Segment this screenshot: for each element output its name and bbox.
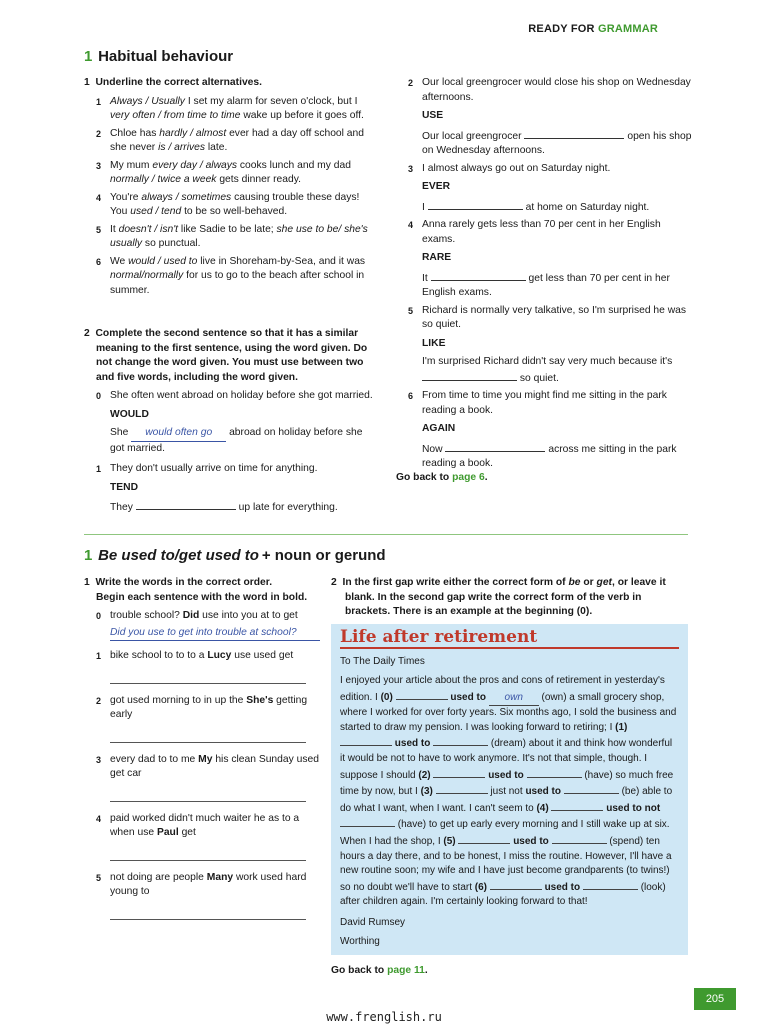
gap-1[interactable]: [551, 800, 603, 811]
list-item: 4 paid worked didn't much waiter he as to a when use Paul get: [96, 812, 320, 861]
answer-line[interactable]: [110, 918, 306, 920]
gap-1[interactable]: [340, 735, 392, 746]
gap-1[interactable]: [490, 879, 542, 890]
list-item: 2 Our local greengrocer would close his shop on Wednesday afternoons. USE Our local greengrocer open his shop on Wednesday afternoons.: [408, 77, 692, 156]
list-item: 0 She often went abroad on holiday before she got married. WOULD She would often go abroad on holiday before she got married.: [96, 390, 373, 454]
list-item: 6 We would / used to live in Shoreham-by-Sea, and it was normal/normally for us to go to the beach after school in summer.: [96, 255, 366, 296]
list-item: 1 Always / Usually I set my alarm for seven o'clock, but I very often / from time to time wake up before it goes off.: [96, 95, 364, 121]
signature-town: Worthing: [340, 935, 380, 947]
gap-1[interactable]: [436, 783, 488, 794]
exercise-instruction-gap-fill: 2 In the first gap write either the correct form of be or get, or leave it blank. In the second gap write the correct form of the verb in brackets. There is an example at the beginning (0).: [331, 577, 666, 617]
gap-2[interactable]: [564, 783, 619, 794]
answer-line[interactable]: [110, 682, 306, 684]
answer-line[interactable]: [110, 859, 306, 861]
footer-url: www.frenglish.ru: [326, 1010, 442, 1024]
gap-1[interactable]: [433, 767, 485, 778]
list-item: 4 You're always / sometimes causing trouble these days! You used / tend to be so well-behaved.: [96, 191, 360, 217]
list-item: 5 Richard is normally very talkative, so I'm surprised he was so quiet. LIKE I'm surprised Richard didn't say very much because it's so quiet.: [408, 304, 693, 387]
list-item: 3 every dad to to me My his clean Sunday used get car: [96, 753, 320, 802]
answer-line[interactable]: [110, 741, 306, 743]
alternative-choice[interactable]: she use to be/ she's usually: [110, 223, 368, 249]
alternative-choice[interactable]: doesn't / isn't: [118, 223, 179, 235]
go-back-link-1: Go back to page 6.: [396, 472, 488, 483]
list-item: 5 It doesn't / isn't like Sadie to be late; she use to be/ she's usually so punctual.: [96, 223, 368, 249]
gap-2[interactable]: [583, 879, 638, 890]
list-item: 5 not doing are people Many work used hard young to: [96, 871, 320, 920]
exercise-2-transform: [84, 327, 374, 519]
answer-example: Did you use to get into trouble at school?: [110, 626, 320, 642]
answer-gap[interactable]: [422, 370, 517, 381]
alternative-choice[interactable]: normally / twice a week: [110, 174, 217, 185]
answer-line[interactable]: [110, 800, 306, 802]
section-title-habitual: 1 Habitual behaviour: [84, 48, 234, 65]
list-item: 2 got used morning to in up the She's getting early: [96, 694, 320, 743]
list-item: 3 My mum every day / always cooks lunch and my dad normally / twice a week gets dinner ready.: [96, 159, 351, 185]
answer-gap[interactable]: [445, 441, 545, 452]
gap-2[interactable]: [340, 816, 395, 827]
gap-2-example: own: [489, 691, 539, 707]
key-word: RARE: [422, 252, 452, 263]
exercise-2-continued: [408, 76, 693, 475]
signature-name: David Rumsey: [340, 917, 406, 928]
answer-gap[interactable]: [136, 499, 236, 510]
section-title-used-to: 1 Be used to/get used to + noun or gerund: [84, 547, 386, 564]
letter-body: To The Daily Times I enjoyed your article about the pros and cons of retirement in yesterday's edition. I (0) used to own (own) a small grocery shop, where I worked for over forty years. Six months ago, I sold the business and started to draw my pension. I was looking forward to retiring; I (1) used to (dream) about it and think how wonderful it would be not to have to work anymore. It's not that simple, though. I suppose I should (2) used to (have) so much free time by now, but I (3) just not used to (be) able to do what I want, when I want. I can't seem to (4) used to not (have) to get up early every morning and I still wake up at six. When I had the shop, I (5) used to (spend) ten hours a day there, and to be honest, I miss the routine. However, I'll have a new routine soon; my wife and I have just become grandparents (to twins!) so no doubt we'll have to start (6) used to (look) after children again. I'm certainly looking forward to that! David Rumsey Worthing: [340, 655, 679, 950]
alternative-choice[interactable]: normal/normally: [110, 270, 184, 281]
list-item: 0 trouble school? Did use into you at to get Did you use to get into trouble at school?: [96, 609, 320, 641]
list-item: 3 I almost always go out on Saturday night. EVER I at home on Saturday night.: [408, 162, 693, 216]
key-word: EVER: [422, 181, 451, 192]
gap-1[interactable]: [458, 833, 510, 844]
exercise-instruction: 2 Complete the second sentence so that it has a similar meaning to the first sentence, using the word given. Do not change the word given. You must use between two and five words, including the word given.: [84, 328, 368, 383]
answer-gap[interactable]: [428, 199, 523, 210]
page-number: 205: [694, 988, 736, 1010]
alternative-choice[interactable]: is / arrives: [158, 142, 206, 153]
exercise-word-order: [84, 576, 320, 923]
key-word: AGAIN: [422, 423, 456, 434]
go-back-link-2: Go back to page 11.: [331, 965, 428, 976]
gap-2[interactable]: [527, 767, 582, 778]
gap-2[interactable]: [552, 833, 607, 844]
list-item: 1 They don't usually arrive on time for anything. TEND They up late for everything.: [96, 462, 374, 516]
gap-2[interactable]: [433, 735, 488, 746]
section-divider: [84, 534, 688, 535]
list-item: 4 Anna rarely gets less than 70 per cent in her English exams. RARE It get less than 70 per cent in her English exams.: [408, 218, 693, 301]
letter-title: Life after retirement: [340, 627, 538, 647]
key-word: USE: [422, 110, 444, 121]
alternative-choice[interactable]: every day / always: [152, 159, 238, 171]
list-item: 1 bike school to to to a Lucy use used get: [96, 649, 320, 684]
alternative-choice[interactable]: very often / from time to time: [110, 110, 241, 121]
list-item: 6 From time to time you might find me sitting in the park reading a book. AGAIN Now across me sitting in the park reading a book.: [408, 389, 693, 472]
alternative-choice[interactable]: would / used to: [128, 255, 198, 267]
list-item: 2 Chloe has hardly / almost ever had a day off school and she never is / arrives late.: [96, 127, 364, 153]
running-header: READY FOR GRAMMAR: [528, 23, 658, 35]
answer-example: would often go: [131, 426, 226, 442]
key-word: TEND: [110, 481, 139, 493]
exercise-1-underline: [84, 76, 374, 301]
key-word: WOULD: [110, 408, 149, 420]
alternative-choice[interactable]: Always / Usually: [110, 95, 185, 107]
page-link[interactable]: page 6: [452, 472, 485, 483]
exercise-instruction: 1 Write the words in the correct order. Begin each sentence with the word in bold.: [84, 577, 308, 603]
page-link[interactable]: page 11: [387, 965, 425, 976]
alternative-choice[interactable]: always / sometimes: [141, 191, 232, 203]
answer-gap[interactable]: [431, 270, 526, 281]
alternative-choice[interactable]: used / tend: [130, 206, 182, 217]
alternative-choice[interactable]: hardly / almost: [159, 127, 227, 139]
answer-gap[interactable]: [524, 128, 624, 139]
letter-box: [331, 624, 688, 955]
exercise-instruction: 1 Underline the correct alternatives.: [84, 77, 262, 88]
gap-1[interactable]: [396, 689, 448, 700]
key-word: LIKE: [422, 337, 446, 349]
